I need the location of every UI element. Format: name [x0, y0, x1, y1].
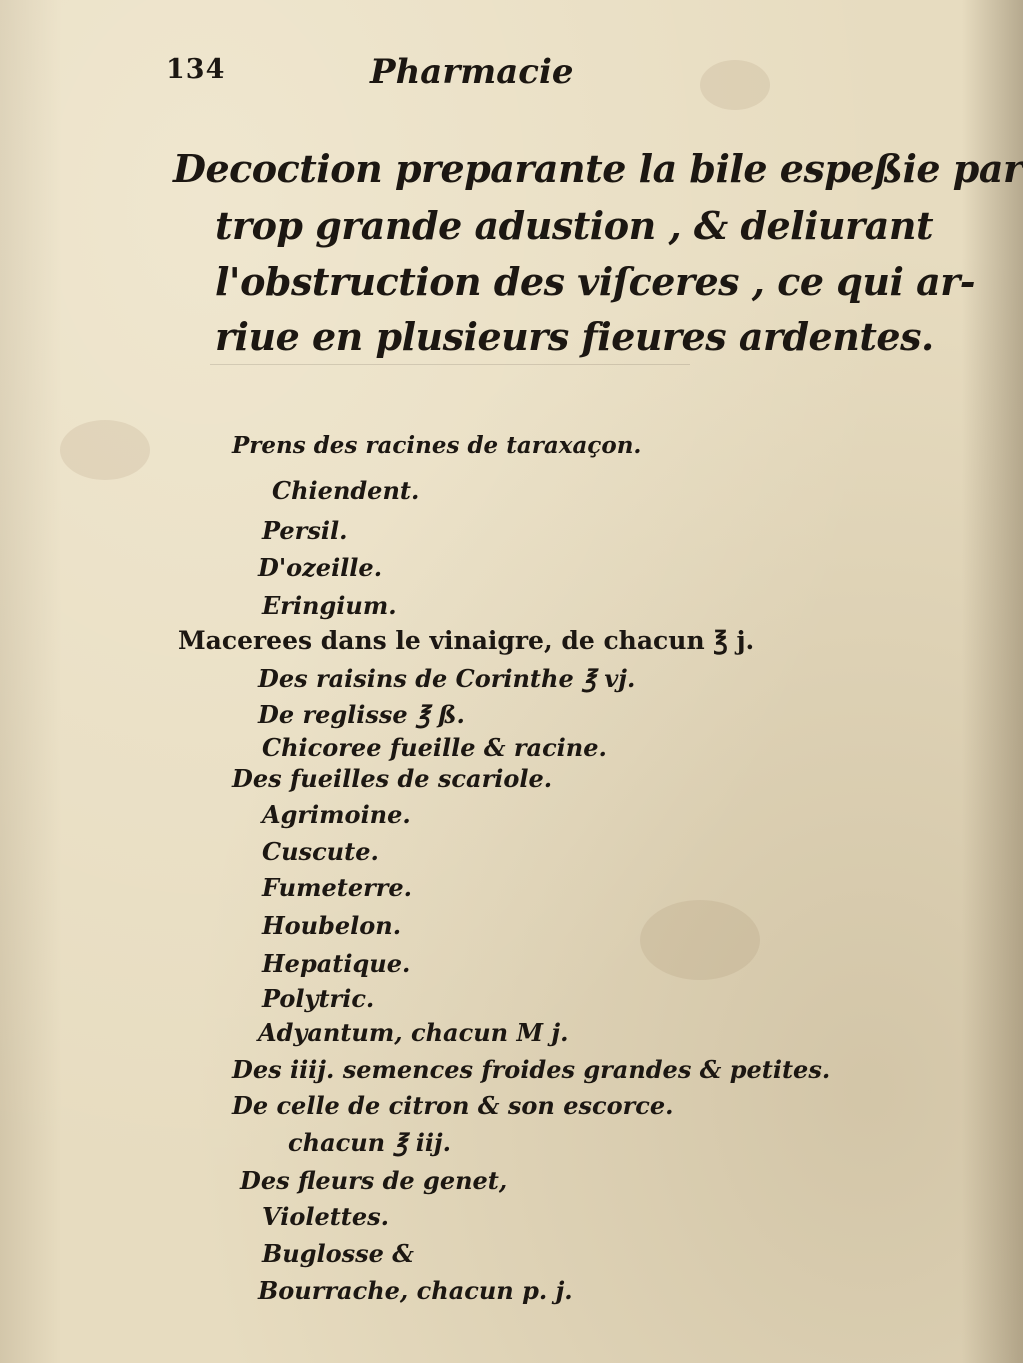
recipe-line: Prens des racines de taraxaçon. — [232, 432, 642, 459]
title-line: l'obstruction des viſceres , ce qui ar- — [215, 259, 976, 304]
paper-stain — [640, 900, 760, 980]
recipe-line: Des fueilles de scariole. — [232, 764, 553, 793]
recipe-line: Bourrache, chacun p. j. — [258, 1276, 573, 1305]
page-header — [160, 52, 580, 102]
recipe-line: chacun ℥ iij. — [288, 1128, 451, 1157]
paper-stain — [700, 60, 770, 110]
recipe-line: Macerees dans le vinaigre, de chacun ℥ j. — [178, 626, 755, 655]
recipe-line: Buglosse & — [262, 1239, 414, 1268]
recipe-line: Agrimoine. — [262, 800, 411, 829]
recipe-line: Polytric. — [262, 984, 375, 1013]
title-line: trop grande adustion , & deliurant — [215, 203, 934, 248]
recipe-line: Eringium. — [262, 591, 397, 620]
recipe-line: Des fleurs de genet, — [240, 1166, 508, 1195]
title-line: riue en plusieurs fieures ardentes. — [215, 314, 934, 359]
recipe-line: De celle de citron & son escorce. — [232, 1091, 674, 1120]
recipe-line: Hepatique. — [262, 949, 411, 978]
title-line: Decoction preparante la bile espeßie par — [173, 146, 1023, 191]
recipe-line: Houbelon. — [262, 911, 402, 940]
recipe-line: De reglisse ℥ ß. — [258, 700, 465, 729]
recipe-line: Chiendent. — [272, 476, 420, 505]
recipe-line: Cuscute. — [262, 837, 379, 866]
recipe-line: Persil. — [262, 516, 348, 545]
recipe-line: Fumeterre. — [262, 873, 412, 902]
recipe-line: Chicoree fueille & racine. — [262, 733, 607, 762]
recipe-line: Des iiij. semences froides grandes & petites. — [232, 1055, 831, 1084]
running-title: Pharmacie — [370, 52, 574, 92]
page-number: 134 — [166, 54, 226, 85]
recipe-line: D'ozeille. — [258, 553, 383, 582]
title-rule — [210, 364, 690, 365]
recipe-line: Adyantum, chacun M j. — [258, 1018, 569, 1047]
recipe-line: Des raisins de Corinthe ℥ vj. — [258, 664, 636, 693]
recipe-line: Violettes. — [262, 1202, 390, 1231]
paper-stain — [60, 420, 150, 480]
